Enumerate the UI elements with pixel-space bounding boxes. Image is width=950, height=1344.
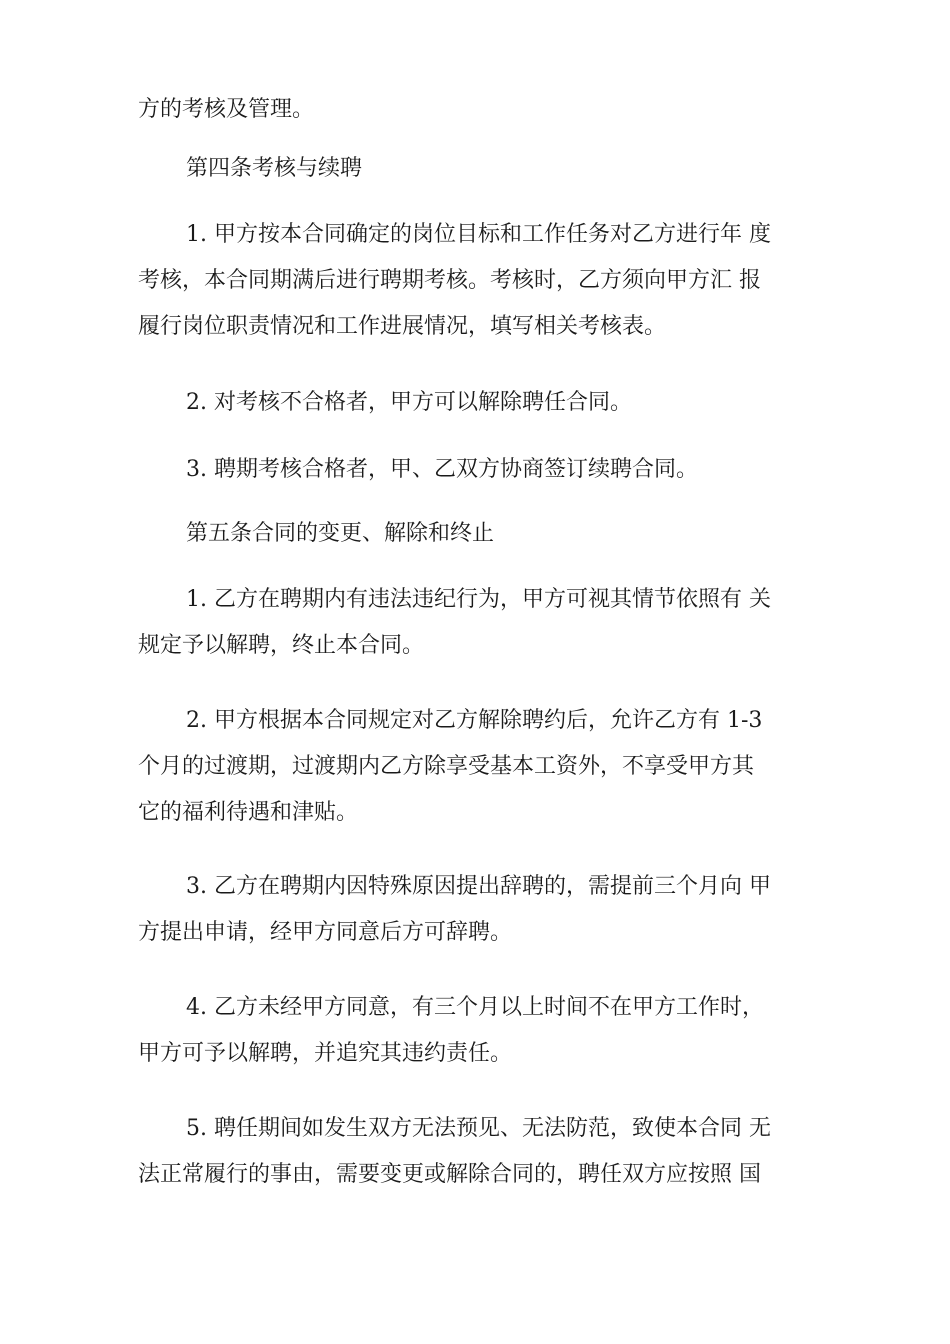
text-line: 方提出申请，经甲方同意后方可辞聘。 [138, 920, 513, 945]
heading-text: 第五条合同的变更、解除和终止 [186, 521, 495, 546]
text-line: 2. 甲方根据本合同规定对乙方解除聘约后，允许乙方有 1-3 [186, 708, 763, 733]
text-line: 3. 乙方在聘期内因特殊原因提出辞聘的，需提前三个月向 甲 [186, 874, 771, 899]
text-line: 法正常履行的事由，需要变更或解除合同的，聘任双方应按照 国 [138, 1162, 761, 1187]
text-line: 5. 聘任期间如发生双方无法预见、无法防范，致使本合同 无 [186, 1116, 771, 1141]
clause-4-3 [138, 447, 828, 493]
section-heading-article-4 [138, 146, 876, 192]
text-line: 甲方可予以解聘，并追究其违约责任。 [138, 1041, 513, 1066]
text-line: 3. 聘期考核合格者，甲、乙双方协商签订续聘合同。 [186, 457, 698, 482]
clause-4-2 [138, 380, 828, 426]
text-line: 1. 乙方在聘期内有违法违纪行为，甲方可视其情节依照有 关 [186, 587, 771, 612]
text-line: 个月的过渡期，过渡期内乙方除享受基本工资外，不享受甲方其 [138, 754, 755, 779]
text-line: 它的福利待遇和津贴。 [138, 800, 359, 825]
clause-5-2 [138, 698, 828, 836]
clause-5-3 [138, 864, 828, 956]
text-line: 规定予以解聘，终止本合同。 [138, 633, 425, 658]
text-line: 4. 乙方未经甲方同意，有三个月以上时间不在甲方工作时， [186, 995, 764, 1020]
text-line: 2. 对考核不合格者，甲方可以解除聘任合同。 [186, 390, 632, 415]
clause-5-5 [138, 1106, 828, 1198]
clause-4-1 [138, 212, 828, 350]
paragraph-continuation [138, 87, 828, 133]
text-line: 方的考核及管理。 [138, 97, 315, 122]
text-line: 考核，本合同期满后进行聘期考核。考核时，乙方须向甲方汇 报 [138, 268, 761, 293]
clause-5-1 [138, 577, 828, 669]
heading-text: 第四条考核与续聘 [186, 156, 363, 181]
text-line: 履行岗位职责情况和工作进展情况，填写相关考核表。 [138, 314, 667, 339]
section-heading-article-5 [138, 511, 876, 557]
clause-5-4 [138, 985, 828, 1077]
text-line: 1. 甲方按本合同确定的岗位目标和工作任务对乙方进行年 度 [186, 222, 771, 247]
